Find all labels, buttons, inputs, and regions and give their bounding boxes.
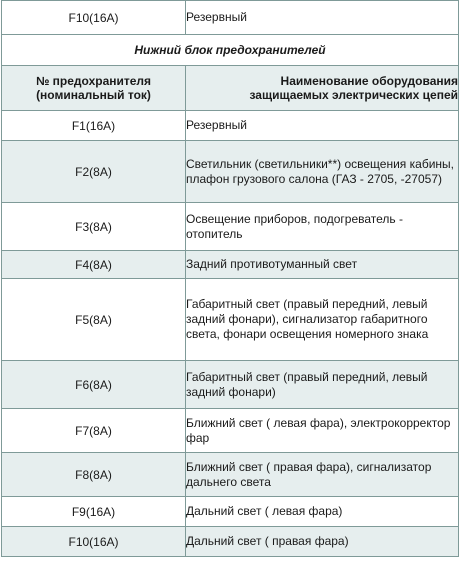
fuse-number-cell: F5(8A) bbox=[2, 279, 186, 361]
table-row bbox=[2, 251, 459, 279]
fuse-number-cell: F9(16A) bbox=[2, 497, 186, 527]
fuse-number-cell: F7(8A) bbox=[2, 409, 186, 453]
section-title: Нижний блок предохранителей bbox=[2, 35, 459, 66]
table-row bbox=[2, 203, 459, 251]
table-row bbox=[2, 497, 459, 527]
table-row bbox=[2, 527, 459, 557]
table-row bbox=[2, 361, 459, 409]
table-row bbox=[2, 1, 459, 35]
equipment-cell: Задний противотуманный свет bbox=[186, 251, 459, 279]
fuse-number-cell: F8(8A) bbox=[2, 453, 186, 497]
column-header-equipment-line1: Наименование оборудования bbox=[280, 74, 458, 88]
equipment-cell: Габаритный свет (правый передний, левый задний фонари), сигнализатор габаритного света, фонари освещения номерного знака bbox=[186, 279, 459, 361]
column-header-equipment bbox=[186, 66, 459, 111]
column-header-fuse bbox=[2, 66, 186, 111]
table-row bbox=[2, 141, 459, 203]
fuse-number-cell: F3(8A) bbox=[2, 203, 186, 251]
equipment-cell: Дальний свет ( правая фара) bbox=[186, 527, 459, 557]
column-header-equipment-line2: защищаемых электрических цепей bbox=[249, 88, 458, 102]
equipment-cell: Ближний свет ( левая фара), электрокорректор фар bbox=[186, 409, 459, 453]
equipment-cell: Габаритный свет (правый передний, левый задний фонари) bbox=[186, 361, 459, 409]
fuse-number-cell: F4(8A) bbox=[2, 251, 186, 279]
fuse-number-cell: F2(8A) bbox=[2, 141, 186, 203]
header-row bbox=[2, 66, 459, 111]
table-row bbox=[2, 453, 459, 497]
table-row bbox=[2, 111, 459, 141]
section-title-row bbox=[2, 35, 459, 66]
equipment-cell: Дальний свет ( левая фара) bbox=[186, 497, 459, 527]
equipment-cell: Светильник (светильники**) освещения кабины, плафон грузового салона (ГАЗ - 2705, -27057) bbox=[186, 141, 459, 203]
table-row bbox=[2, 279, 459, 361]
fuse-table bbox=[1, 0, 459, 557]
fuse-number-cell: F6(8A) bbox=[2, 361, 186, 409]
equipment-cell: Резервный bbox=[186, 111, 459, 141]
equipment-cell: Освещение приборов, подогреватель - отопитель bbox=[186, 203, 459, 251]
equipment-cell: Резервный bbox=[186, 1, 459, 35]
column-header-fuse-line2: (номинальный ток) bbox=[36, 88, 151, 102]
fuse-number-cell: F10(16A) bbox=[2, 1, 186, 35]
table-row bbox=[2, 409, 459, 453]
fuse-number-cell: F10(16A) bbox=[2, 527, 186, 557]
equipment-cell: Ближний свет ( правая фара), сигнализатор дальнего света bbox=[186, 453, 459, 497]
column-header-fuse-line1: № предохранителя bbox=[35, 74, 152, 88]
fuse-number-cell: F1(16A) bbox=[2, 111, 186, 141]
